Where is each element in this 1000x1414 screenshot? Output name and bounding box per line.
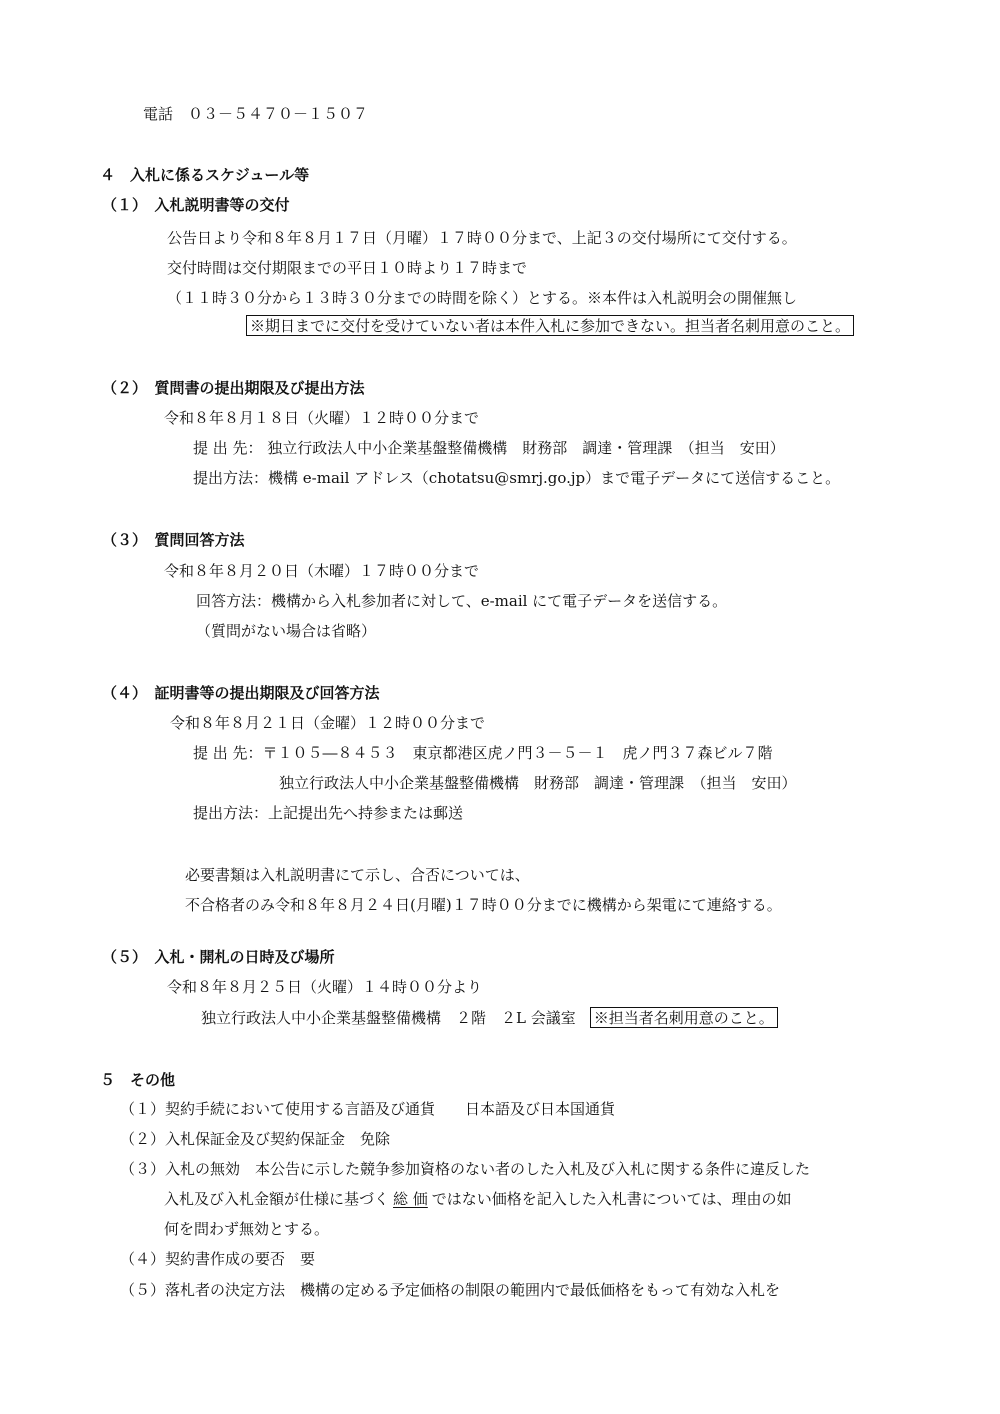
- s4-3-heading: （３） 質問回答方法: [102, 531, 245, 549]
- s4-2-deadline: 令和８年８月１８日（火曜）１２時００分まで: [164, 409, 480, 427]
- s4-4-deadline: 令和８年８月２１日（金曜）１２時００分まで: [170, 714, 486, 732]
- s5-item-3-post: ではない価格を記入した入札書については、理由の如: [431, 1190, 792, 1208]
- s4-3-note: （質問がない場合は省略）: [196, 622, 377, 640]
- s4-4-heading: （４） 証明書等の提出期限及び回答方法: [102, 684, 380, 702]
- s4-5-datetime: 令和８年８月２５日（火曜）１４時００分より: [167, 978, 483, 996]
- s4-5-heading: （５） 入札・開札の日時及び場所: [102, 948, 335, 966]
- s5-item-2: （２）入札保証金及び契約保証金 免除: [120, 1130, 391, 1148]
- section-4-heading: ４ 入札に係るスケジュール等: [100, 166, 310, 184]
- phone-line: [143, 104, 368, 124]
- s4-1-line-3: （１１時３０分から１３時３０分までの時間を除く）とする。※本件は入札説明会の開催無し: [167, 289, 798, 307]
- s5-item-1: （１）契約手続において使用する言語及び通貨 日本語及び日本国通貨: [120, 1100, 616, 1118]
- s4-3-method: 回答方法：機構から入札参加者に対して、e-mail にて電子データを送信する。: [196, 592, 728, 610]
- s4-5-boxed-note: ※担当者名刺用意のこと。: [590, 1007, 778, 1028]
- s5-item-5: （５）落札者の決定方法 機構の定める予定価格の制限の範囲内で最低価格をもって有効な入札を: [120, 1281, 781, 1299]
- s5-item-3-line-2: [164, 1189, 792, 1209]
- phone-label: 電話: [143, 105, 189, 123]
- total-price-emphasis: 総 価: [393, 1190, 428, 1208]
- s4-4-note-2: 不合格者のみ令和８年８月２４日(月曜)１７時００分までに機構から架電にて連絡する。: [185, 896, 782, 914]
- s4-4-note-1: 必要書類は入札説明書にて示し、合否については、: [185, 866, 530, 884]
- s5-item-3-pre: 入札及び入札金額が仕様に基づく: [164, 1190, 390, 1208]
- section-5-heading: ５ その他: [100, 1071, 176, 1089]
- s4-1-line-2: 交付時間は交付期限までの平日１０時より１７時まで: [167, 259, 528, 277]
- s4-1-heading: （１） 入札説明書等の交付: [102, 196, 290, 214]
- s4-1-line-1: 公告日より令和８年８月１７日（月曜）１７時００分まで、上記３の交付場所にて交付する。: [167, 229, 797, 247]
- s4-1-notice: [246, 316, 854, 336]
- s4-2-submit-to: 提 出 先： 独立行政法人中小企業基盤整備機構 財務部 調達・管理課 （担当 安田）: [193, 439, 785, 457]
- s4-4-method: 提出方法：上記提出先へ持参または郵送: [193, 804, 464, 822]
- s4-3-deadline: 令和８年８月２０日（木曜）１７時００分まで: [164, 562, 480, 580]
- s5-item-3-line-1: （３）入札の無効 本公告に示した競争参加資格のない者のした入札及び入札に関する条件に違反した: [120, 1160, 811, 1178]
- s5-item-4: （４）契約書作成の要否 要: [120, 1250, 316, 1268]
- s4-2-heading: （２） 質問書の提出期限及び提出方法: [102, 379, 365, 397]
- notice-box: ※期日までに交付を受けていない者は本件入札に参加できない。担当者名刺用意のこと。: [246, 315, 854, 336]
- s5-item-3-line-3: 何を問わず無効とする。: [164, 1220, 330, 1238]
- s4-5-place-line: [201, 1008, 778, 1028]
- s4-4-submit-to: 提 出 先：〒１０５―８４５３ 東京都港区虎ノ門３－５－１ 虎ノ門３７森ビル７階: [193, 744, 773, 762]
- s4-4-submit-to-org: 独立行政法人中小企業基盤整備機構 財務部 調達・管理課 （担当 安田）: [279, 774, 797, 792]
- s4-5-place: 独立行政法人中小企業基盤整備機構 ２階 ２L 会議室: [201, 1009, 576, 1027]
- s4-2-method: 提出方法：機構 e-mail アドレス（chotatsu@smrj.go.jp）まで電子データにて送信すること。: [193, 469, 841, 487]
- phone-number: ０３－５４７０－１５０７: [188, 105, 369, 123]
